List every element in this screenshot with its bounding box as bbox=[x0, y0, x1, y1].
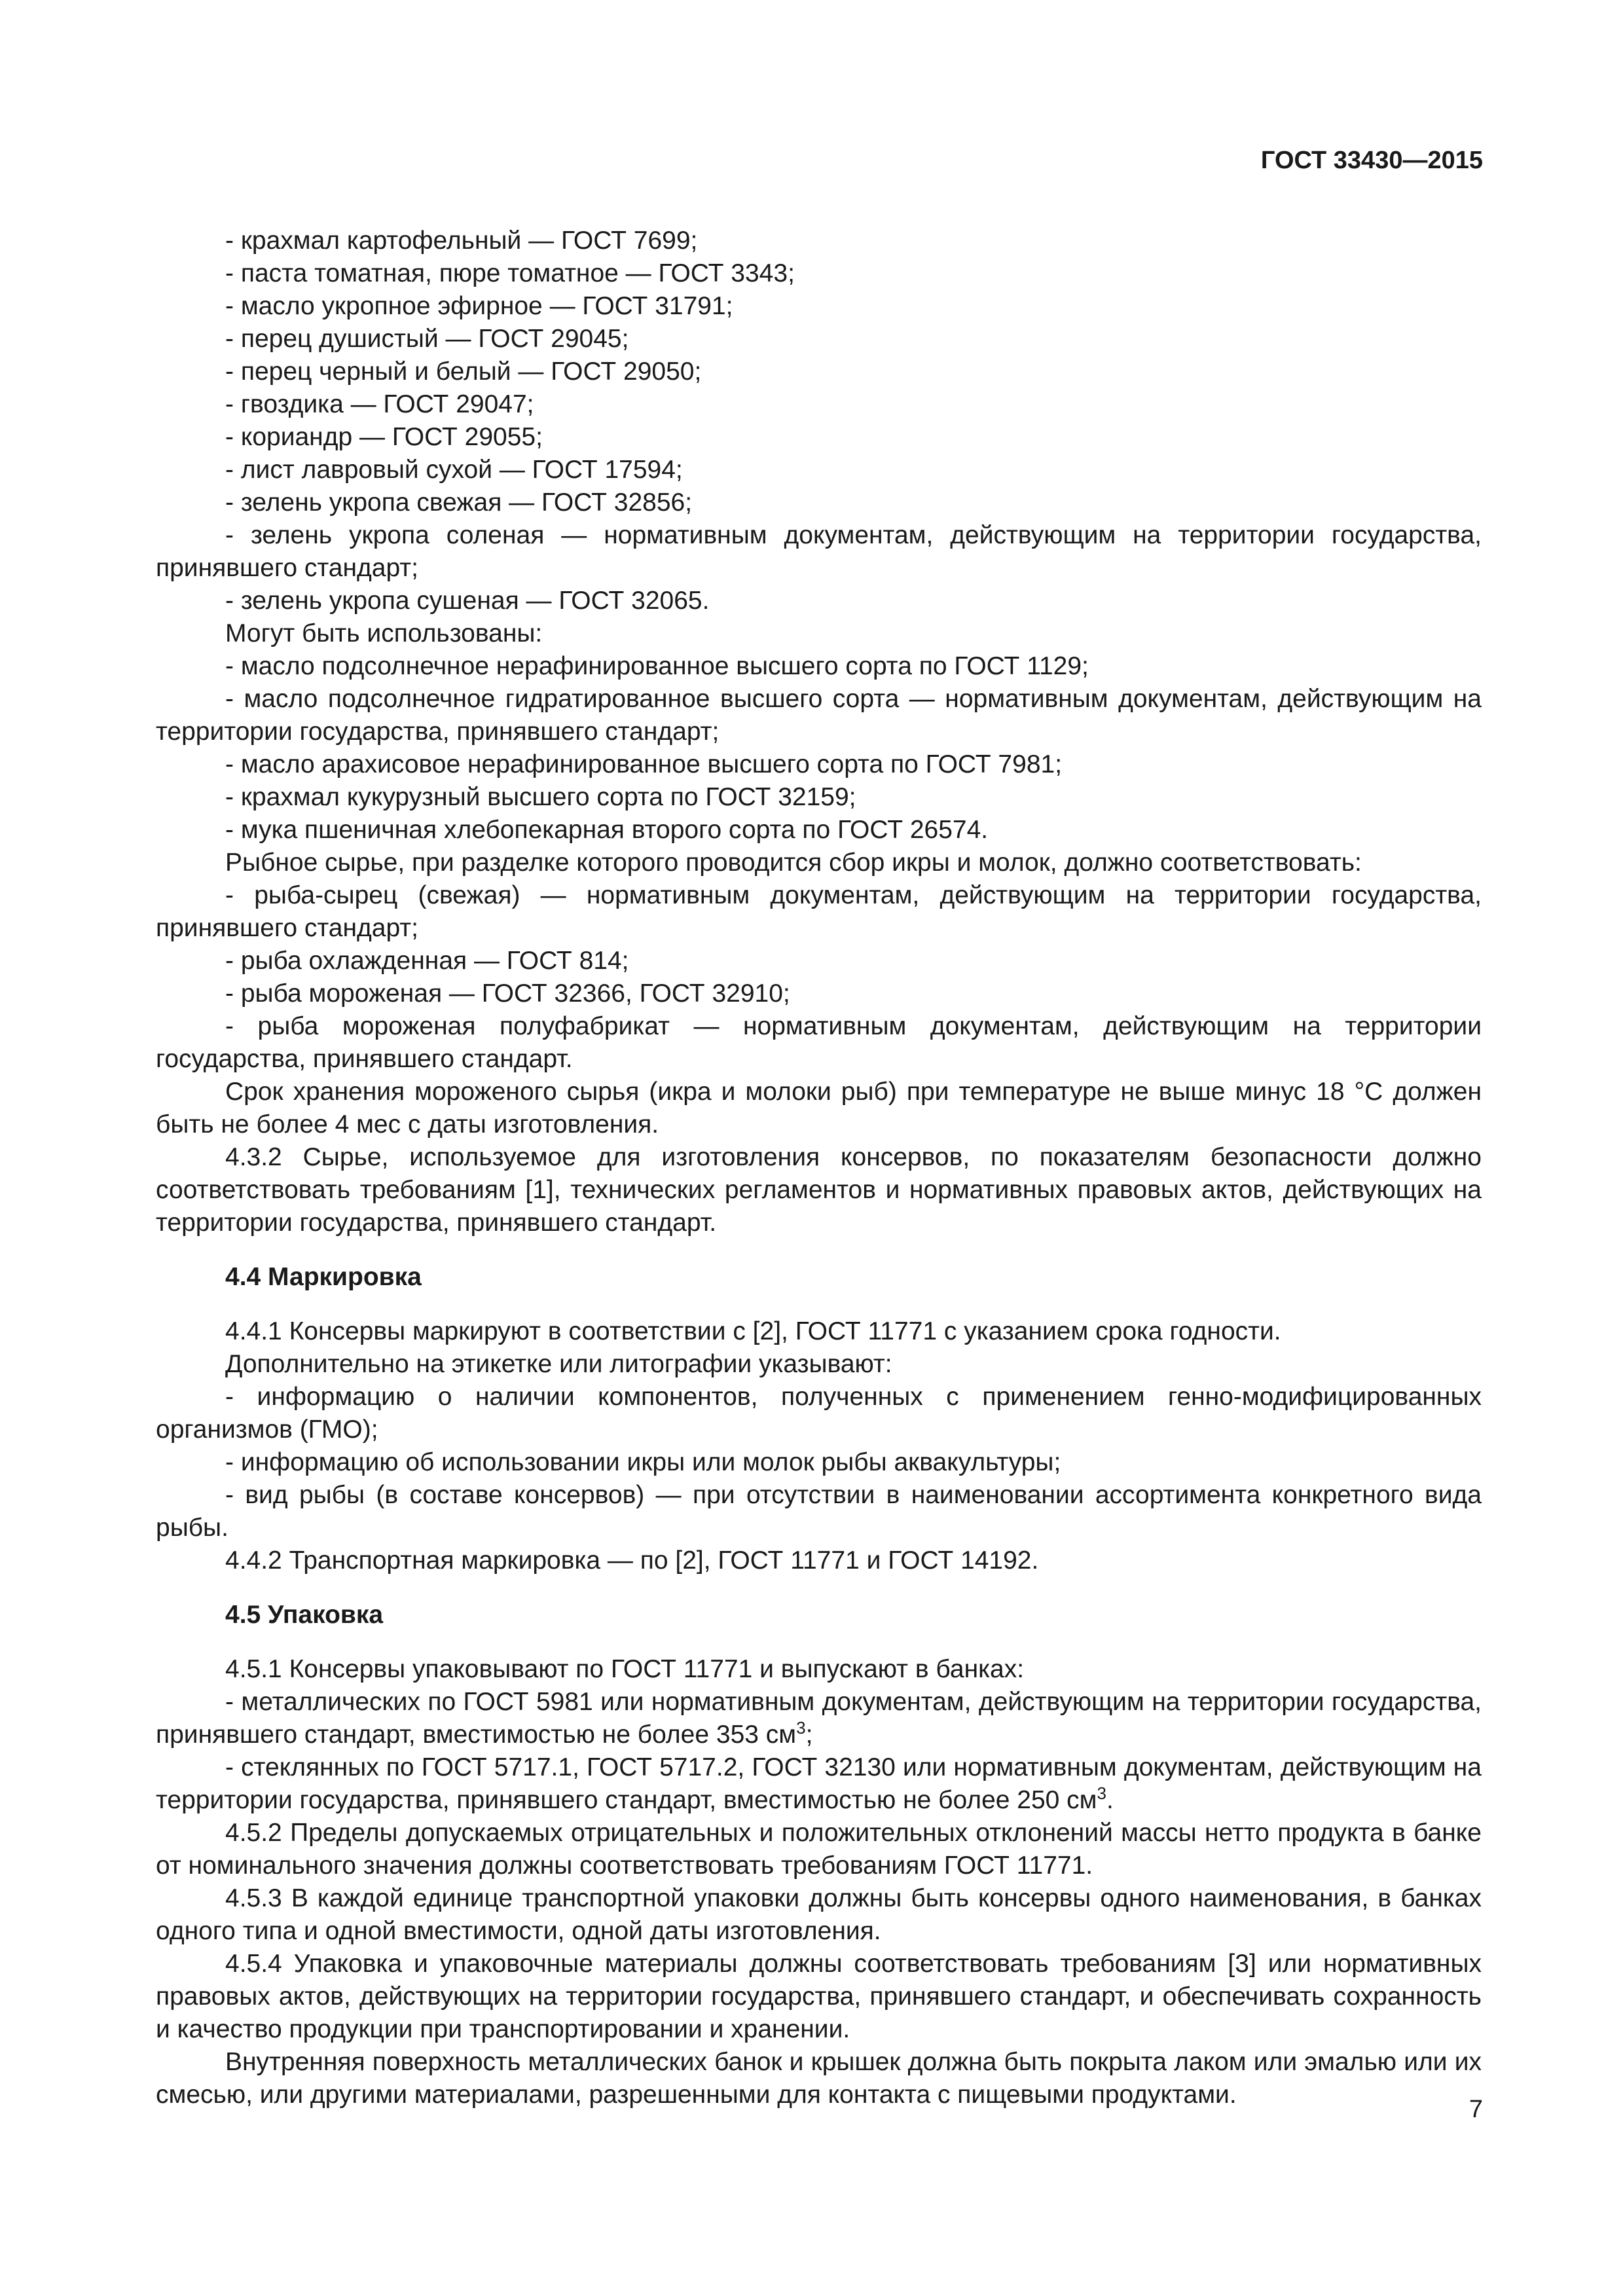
paragraph: Рыбное сырье, при разделке которого проводится сбор икры и молок, должно соответствовать: bbox=[225, 848, 1362, 877]
paragraph-metal-cans bbox=[156, 1686, 1482, 1751]
paragraph: - зелень укропа свежая — ГОСТ 32856; bbox=[225, 488, 693, 517]
paragraph: - кориандр — ГОСТ 29055; bbox=[225, 423, 543, 451]
paragraph: - паста томатная, пюре томатное — ГОСТ 3343; bbox=[225, 259, 795, 287]
section-packaging bbox=[156, 1653, 1482, 2111]
paragraph: - перец черный и белый — ГОСТ 29050; bbox=[225, 357, 702, 386]
paragraph: Срок хранения мороженого сырья (икра и молоки рыб) при температуре не выше минус 18 °С должен быть не более 4 мес с даты изготовления. bbox=[156, 1078, 1482, 1139]
paragraph: - вид рыбы (в составе консервов) — при отсутствии в наименовании ассортимента конкретного вида рыбы. bbox=[156, 1481, 1482, 1542]
paragraph: - крахмал картофельный — ГОСТ 7699; bbox=[225, 227, 698, 255]
paragraph: - лист лавровый сухой — ГОСТ 17594; bbox=[225, 456, 683, 484]
superscript: 3 bbox=[1097, 1783, 1106, 1803]
paragraph: - рыба охлажденная — ГОСТ 814; bbox=[225, 947, 629, 975]
paragraph: - масло арахисовое нерафинированное высшего сорта по ГОСТ 7981; bbox=[225, 750, 1063, 778]
paragraph: - масло подсолнечное гидратированное высшего сорта — нормативным документам, действующим на территории государства, принявшего стандарт; bbox=[156, 685, 1482, 746]
document-code: ГОСТ 33430—2015 bbox=[1260, 147, 1483, 174]
paragraph: - мука пшеничная хлебопекарная второго сорта по ГОСТ 26574. bbox=[225, 816, 989, 844]
paragraph-text: - стеклянных по ГОСТ 5717.1, ГОСТ 5717.2, ГОСТ 32130 или нормативным документам, действующим на территории государства, принявшего стандарт, вместимостью не более 250 см bbox=[156, 1753, 1482, 1814]
paragraph: 4.3.2 Сырье, используемое для изготовления консервов, по показателям безопасности должно соответствовать требованиям [1], технических регламентов и нормативных правовых актов, действующих на территории государства, принявшего стандарт. bbox=[156, 1143, 1482, 1237]
paragraph: - зелень укропа соленая — нормативным документам, действующим на территории государства, принявшего стандарт; bbox=[156, 521, 1482, 582]
paragraph: - крахмал кукурузный высшего сорта по ГОСТ 32159; bbox=[225, 783, 856, 811]
paragraph: - информацию о наличии компонентов, полученных с применением генно-модифицированных организмов (ГМО); bbox=[156, 1383, 1482, 1444]
paragraph: Дополнительно на этикетке или литографии указывают: bbox=[225, 1350, 892, 1378]
paragraph: 4.5.4 Упаковка и упаковочные материалы должны соответствовать требованиям [3] или нормативных правовых актов, действующих на территории государства, принявшего стандарт, и обеспечивать сохранность и качество продукции при транспортировании и хранении. bbox=[156, 1950, 1482, 2043]
paragraph: - рыба-сырец (свежая) — нормативным документам, действующим на территории государства, принявшего стандарт; bbox=[156, 881, 1482, 942]
paragraphs-group-a bbox=[156, 225, 1482, 1239]
paragraph: - гвоздика — ГОСТ 29047; bbox=[225, 390, 534, 418]
paragraph: 4.5.1 Консервы упаковывают по ГОСТ 11771 и выпускают в банках: bbox=[225, 1655, 1025, 1683]
paragraph: Могут быть использованы: bbox=[225, 619, 543, 647]
paragraph: 4.4.2 Транспортная маркировка — по [2], ГОСТ 11771 и ГОСТ 14192. bbox=[225, 1546, 1039, 1575]
paragraph: 4.5.2 Пределы допускаемых отрицательных и положительных отклонений массы нетто продукта в банке от номинального значения должны соответствовать требованиям ГОСТ 11771. bbox=[156, 1819, 1482, 1880]
paragraph-glass-cans bbox=[156, 1751, 1482, 1817]
paragraph: - масло подсолнечное нерафинированное высшего сорта по ГОСТ 1129; bbox=[225, 652, 1089, 680]
paragraph: - зелень укропа сушеная — ГОСТ 32065. bbox=[225, 587, 710, 615]
paragraph-tail: . bbox=[1106, 1786, 1114, 1814]
page-content bbox=[156, 225, 1482, 2111]
paragraph: - информацию об использовании икры или молок рыбы аквакультуры; bbox=[225, 1448, 1061, 1476]
paragraph: 4.4.1 Консервы маркируют в соответствии с [2], ГОСТ 11771 с указанием срока годности. bbox=[225, 1317, 1281, 1345]
page-number: 7 bbox=[1468, 2096, 1483, 2123]
section-heading-packaging: 4.5 Упаковка bbox=[225, 1601, 384, 1629]
paragraph: - масло укропное эфирное — ГОСТ 31791; bbox=[225, 292, 733, 320]
section-marking bbox=[156, 1315, 1482, 1577]
section-heading-marking: 4.4 Маркировка bbox=[225, 1263, 422, 1291]
paragraph-text: - металлических по ГОСТ 5981 или нормативным документам, действующим на территории государства, принявшего стандарт, вместимостью не более 353 см bbox=[156, 1688, 1482, 1749]
paragraph-tail: ; bbox=[805, 1721, 813, 1749]
paragraph: - рыба мороженая — ГОСТ 32366, ГОСТ 32910; bbox=[225, 979, 790, 1008]
paragraph: Внутренняя поверхность металлических банок и крышек должна быть покрыта лаком или эмалью или их смесью, или другими материалами, разрешенными для контакта с пищевыми продуктами. bbox=[156, 2048, 1482, 2109]
paragraph: - рыба мороженая полуфабрикат — нормативным документам, действующим на территории государства, принявшего стандарт. bbox=[156, 1012, 1482, 1073]
paragraph: - перец душистый — ГОСТ 29045; bbox=[225, 325, 629, 353]
paragraph: 4.5.3 В каждой единице транспортной упаковки должны быть консервы одного наименования, в банках одного типа и одной вместимости, одной даты изготовления. bbox=[156, 1884, 1482, 1945]
superscript: 3 bbox=[796, 1718, 806, 1738]
